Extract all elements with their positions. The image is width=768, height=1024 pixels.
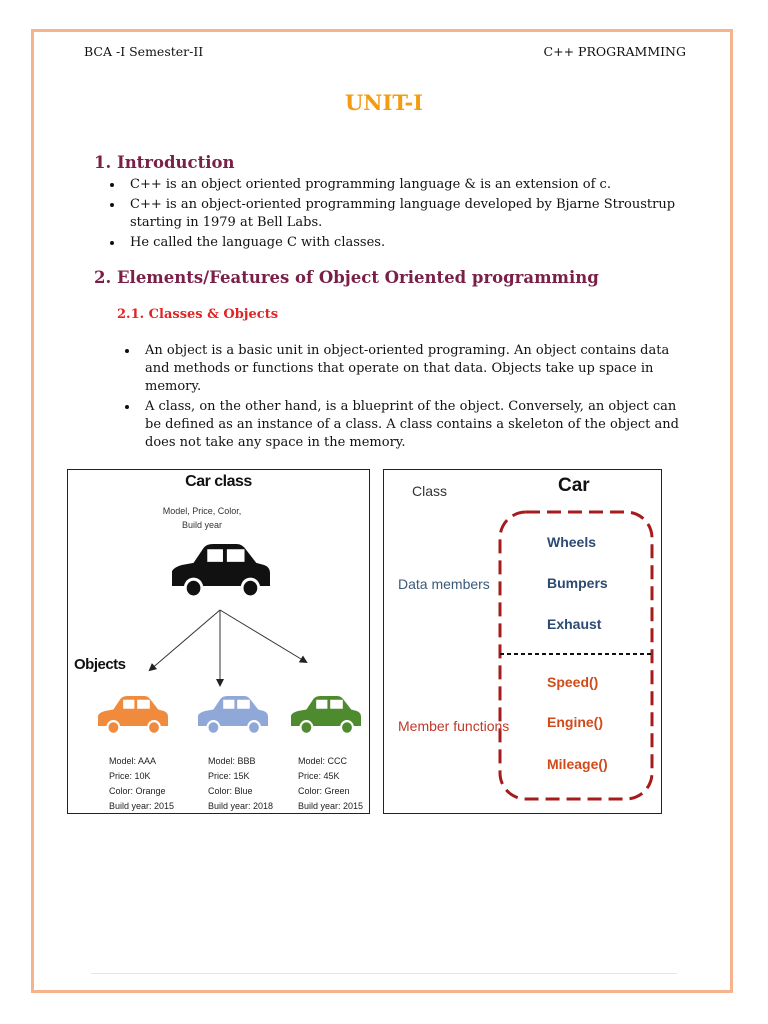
spec-price: Price: 45K <box>298 771 340 781</box>
list-item: • An object is a basic unit in object-oriented programing. An object contains data and methods or functions that operate on that data. Objects take up space in memory. <box>139 342 687 396</box>
section2-subtitle: 2.1. Classes & Objects <box>117 307 279 322</box>
arrow-3 <box>220 610 306 662</box>
class-box-diagram <box>384 470 661 813</box>
spec-color: Color: Blue <box>208 786 253 796</box>
member-functions-label: Member functions <box>398 718 510 734</box>
header-left: BCA -I Semester-II <box>84 44 204 59</box>
list-item: • A class, on the other hand, is a blueprint of the object. Conversely, an object can be defined as an instance of a class. A class contains a skeleton of the object and does not take any space in the memory. <box>139 398 687 452</box>
list-item: • C++ is an object oriented programming language & is an extension of c. <box>124 176 684 194</box>
object-spec-1 <box>109 754 174 814</box>
spec-year: Build year: 2015 <box>109 801 175 811</box>
spec-year: Build year: 2018 <box>208 801 274 811</box>
spec-model: Model: BBB <box>208 756 256 766</box>
green-car-icon <box>291 696 361 735</box>
spec-price: Price: 15K <box>208 771 250 781</box>
data-member-exhaust: Exhaust <box>547 616 602 632</box>
car-class-figure <box>67 469 370 814</box>
member-function-engine: Engine() <box>547 714 603 730</box>
spec-price: Price: 10K <box>109 771 151 781</box>
member-function-mileage: Mileage() <box>547 756 608 772</box>
blue-car-icon <box>198 696 268 735</box>
figure1-subtitle: Model, Price, Color, Build year <box>162 506 242 530</box>
arrow-1 <box>150 610 220 670</box>
data-member-bumpers: Bumpers <box>547 575 608 591</box>
data-members-label: Data members <box>398 576 490 592</box>
section1-bullets <box>106 176 684 254</box>
car-label: Car <box>558 475 590 496</box>
list-item: • C++ is an object-oriented programming language developed by Bjarne Stroustrup starting in 1979 at Bell Labs. <box>124 196 684 232</box>
member-function-speed: Speed() <box>547 674 599 690</box>
footer-divider <box>91 973 677 974</box>
objects-label: Objects <box>74 656 126 673</box>
orange-car-icon <box>98 696 168 735</box>
spec-year: Build year: 2015 <box>298 801 364 811</box>
spec-color: Color: Orange <box>109 786 166 796</box>
section2-title: 2. Elements/Features of Object Oriented programming <box>94 268 599 287</box>
section2-bullets <box>121 342 687 454</box>
class-car-icon <box>172 544 270 599</box>
spec-color: Color: Green <box>298 786 350 796</box>
section1-title: 1. Introduction <box>94 153 235 172</box>
class-members-figure <box>383 469 662 814</box>
spec-model: Model: CCC <box>298 756 348 766</box>
class-label: Class <box>412 483 448 499</box>
figure1-title: Car class <box>185 473 252 490</box>
object-spec-2 <box>208 754 273 814</box>
list-item: • He called the language C with classes. <box>124 234 684 252</box>
object-spec-3 <box>298 754 363 814</box>
spec-model: Model: AAA <box>109 756 157 766</box>
unit-title: UNIT-I <box>344 90 424 115</box>
header-right: C++ PROGRAMMING <box>543 44 686 59</box>
data-member-wheels: Wheels <box>547 534 597 550</box>
